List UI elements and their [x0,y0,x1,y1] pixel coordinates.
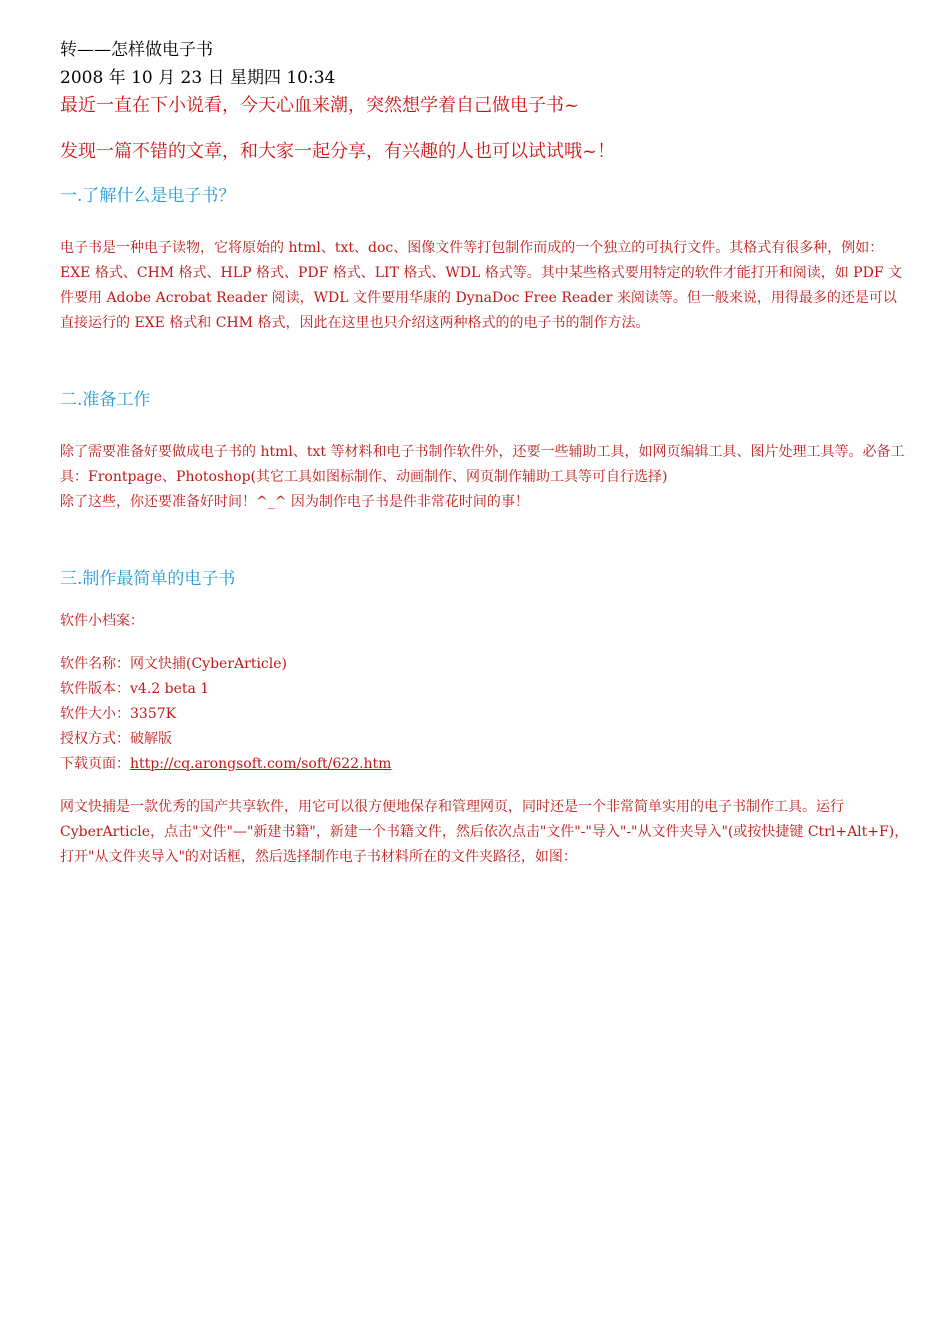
software-name: 软件名称：网文快捕(CyberArticle) [60,656,287,672]
download-line [60,752,910,777]
section-2-heading: 二.准备工作 [60,390,151,410]
download-label: 下载页面： [60,756,130,772]
intro-line-1: 最近一直在下小说看，今天心血来潮，突然想学着自己做电子书~ [60,95,580,116]
section-1-paragraph: 电子书是一种电子读物，它将原始的 html、txt、doc、图像文件等打包制作而成的一个独立的可执行文件。其格式有很多种，例如：EXE 格式、CHM 格式、HLP 格式、PDF 格式、LIT 格式、WDL 格式等。其中某些格式要用特定的软件才能打开和阅读，如 PDF 文件要用 Adobe Acrobat Reader 阅读，WDL 文件要用华康的 DynaDoc Free Reader 来阅读等。但一般来说，用得最多的还是可以直接运行的 EXE 格式和 CHM 格式，因此在这里也只介绍这两种格式的的电子书的制作方法。 [60,240,902,331]
section-3-heading: 三.制作最简单的电子书 [60,569,236,589]
software-profile-label: 软件小档案： [60,613,144,629]
document-page [60,36,910,870]
post-datetime: 2008 年 10 月 23 日 星期四 10:34 [60,68,336,88]
post-title: 转——怎样做电子书 [60,40,213,60]
software-version: 软件版本：v4.2 beta 1 [60,681,210,697]
section-3-paragraph: 网文快捕是一款优秀的国产共享软件，用它可以很方便地保存和管理网页，同时还是一个非常简单实用的电子书制作工具。运行 CyberArticle，点击"文件"—"新建书籍"，新建一个书籍文件，然后依次点击"文件"-"导入"-"从文件夹导入"(或按快捷键 Ctrl+Alt+F)，打开"从文件夹导入"的对话框，然后选择制作电子书材料所在的文件夹路径，如图： [60,799,909,865]
intro-line-2: 发现一篇不错的文章，和大家一起分享，有兴趣的人也可以试试哦~！ [60,141,616,162]
section-2-paragraph-1: 除了需要准备好要做成电子书的 html、txt 等材料和电子书制作软件外，还要一些辅助工具，如网页编辑工具、图片处理工具等。必备工具：Frontpage、Photoshop(其它工具如图标制作、动画制作、网页制作辅助工具等可自行选择) [60,444,905,485]
download-link[interactable]: http://cq.arongsoft.com/soft/622.htm [130,756,392,772]
software-size: 软件大小：3357K [60,706,177,722]
section-2-paragraph-2: 除了这些，你还要准备好时间！^_^ 因为制作电子书是件非常花时间的事！ [60,494,529,510]
section-1-heading: 一.了解什么是电子书？ [60,186,236,206]
software-license: 授权方式：破解版 [60,731,172,747]
